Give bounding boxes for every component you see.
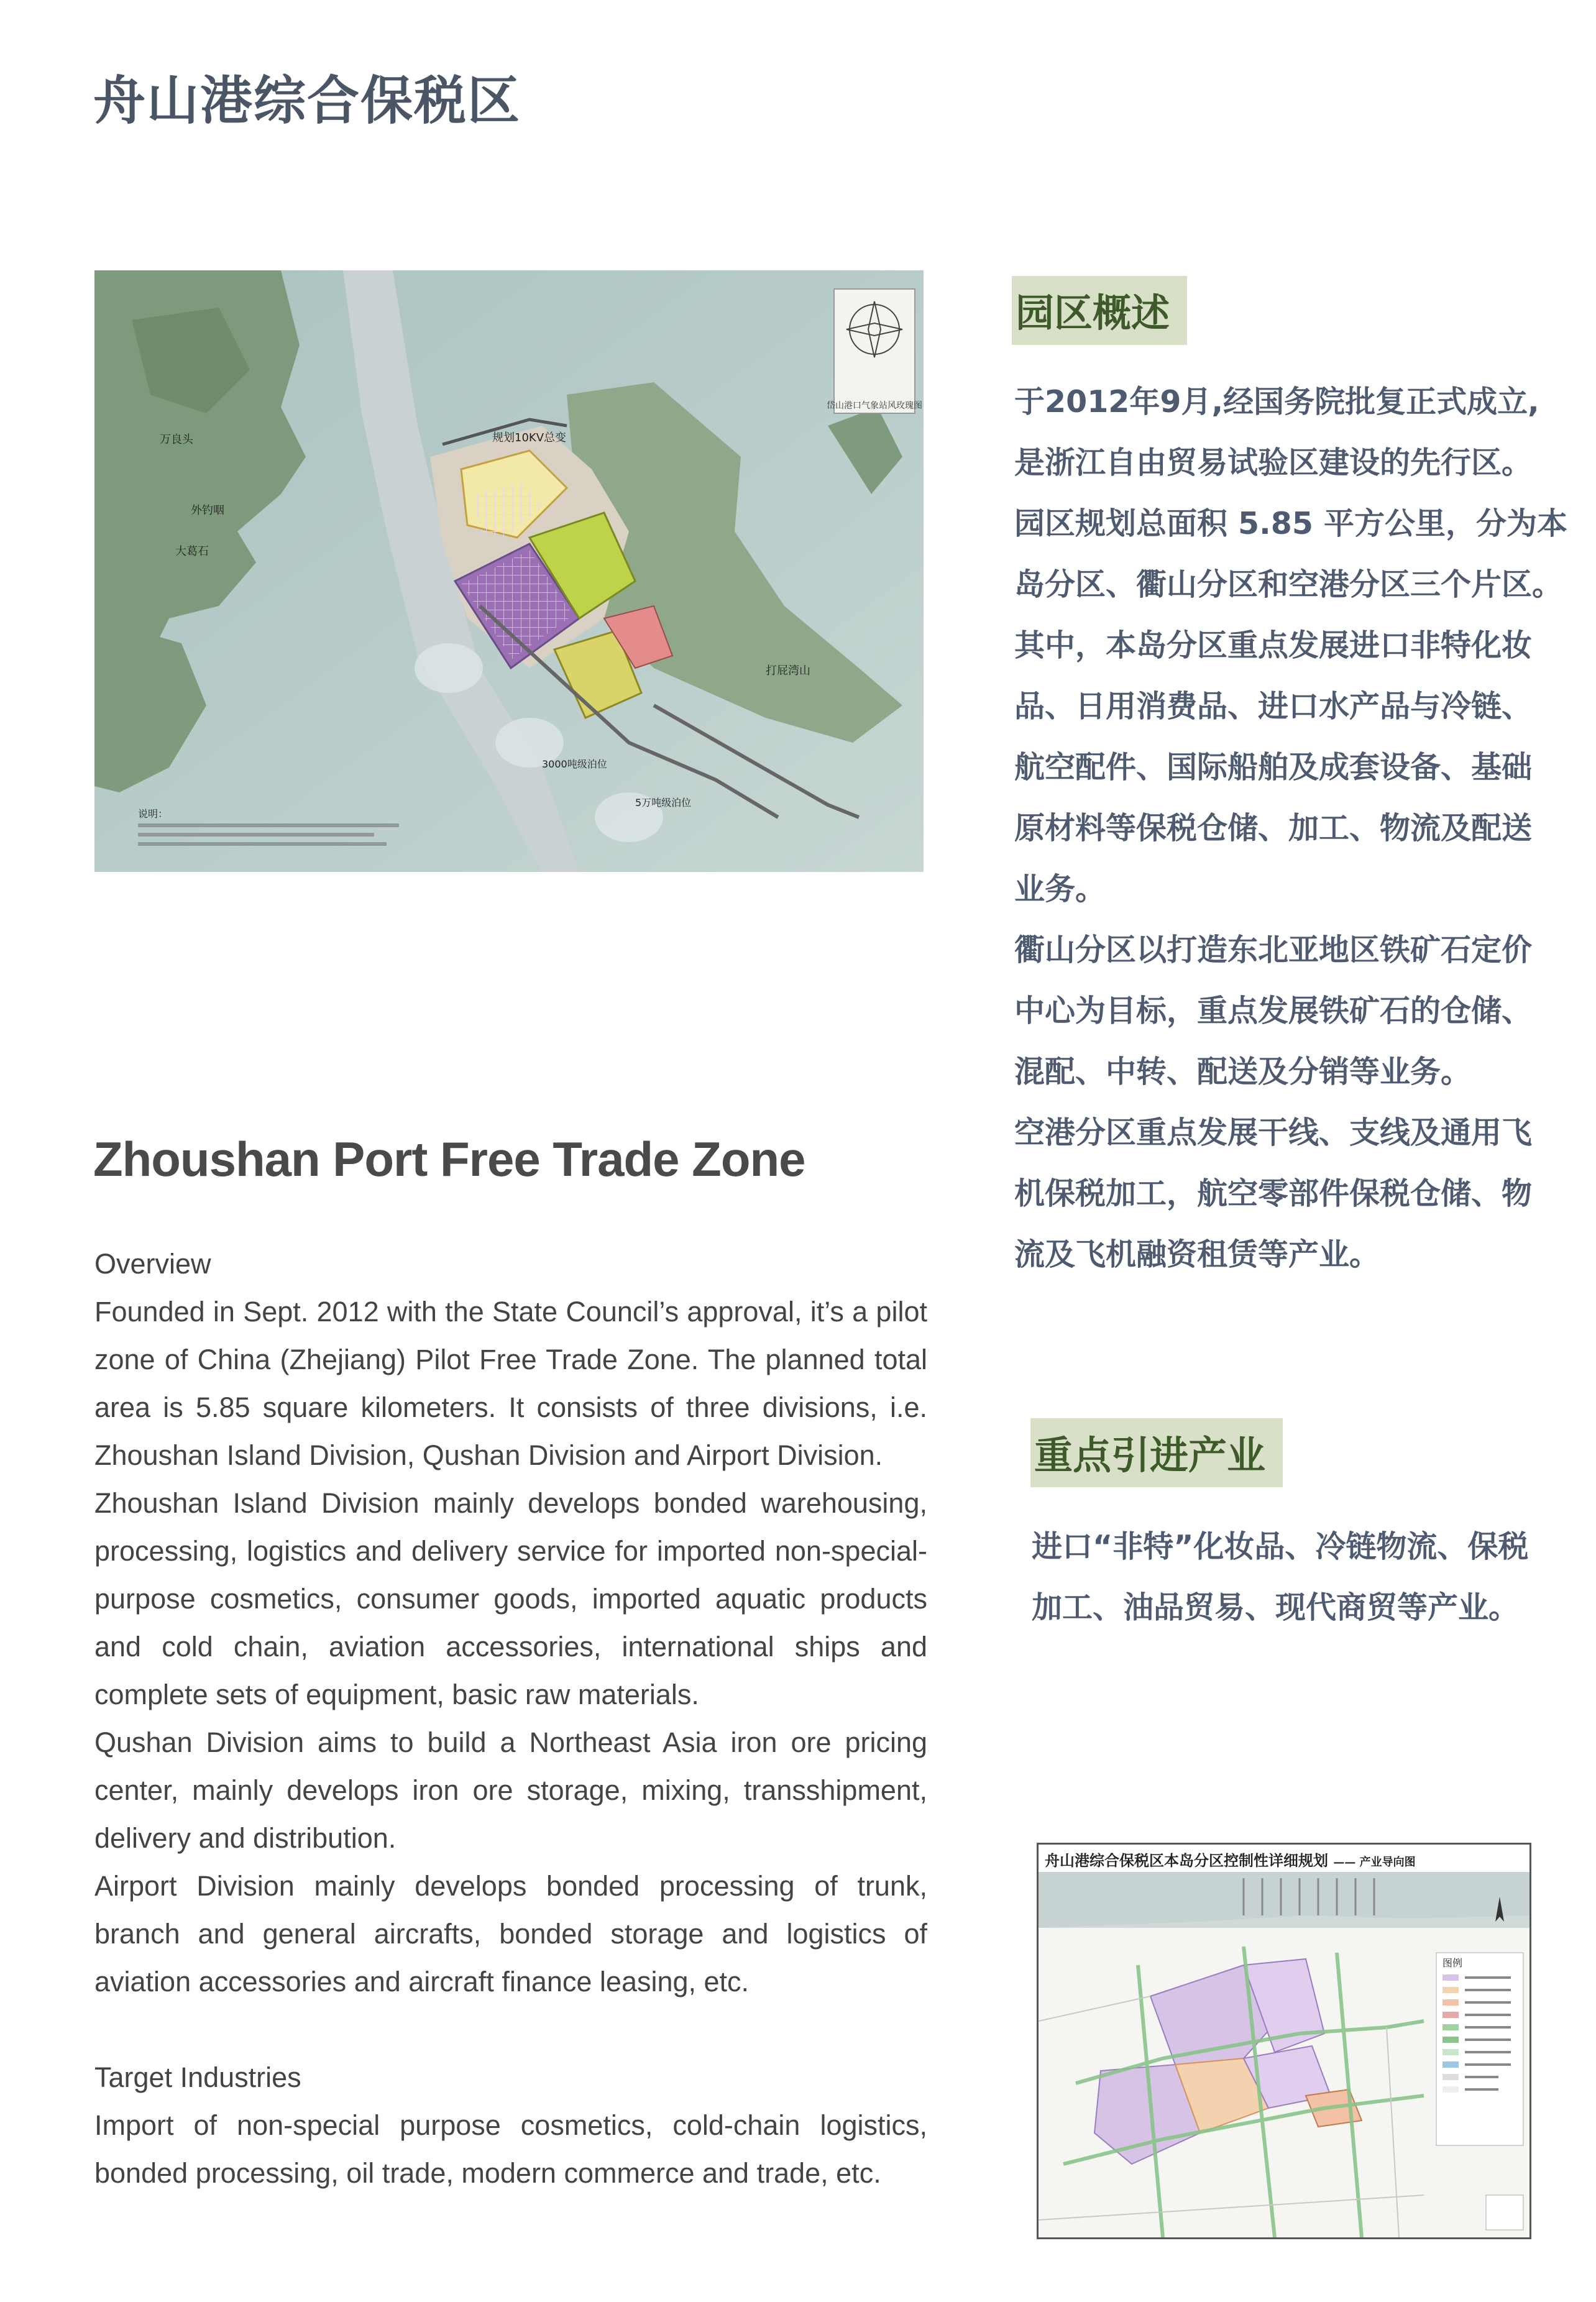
- legend-heading: 图例: [1442, 1957, 1463, 1969]
- cn-line: 航空配件、国际船舶及成套设备、基础: [1014, 750, 1533, 785]
- cn-line: 业务。: [1014, 871, 1106, 907]
- cn-line: 园区规划总面积 5.85 平方公里，分为本: [1014, 506, 1568, 541]
- cn-line: 其中，本岛分区重点发展进口非特化妆: [1014, 628, 1533, 663]
- map-label: 3000吨级泊位: [542, 758, 607, 770]
- plan-map-graphic: [1039, 1872, 1530, 2237]
- map-note: 说明：: [138, 808, 168, 820]
- cn-line: 衢山分区以打造东北亚地区铁矿石定价: [1014, 932, 1533, 968]
- cn-line: 岛分区、衢山分区和空港分区三个片区。: [1014, 567, 1563, 602]
- cn-line: 空港分区重点发展干线、支线及通用飞: [1014, 1115, 1533, 1150]
- cn-line: 流及飞机融资租赁等产业。: [1014, 1237, 1380, 1272]
- island-division-paragraph: Zhoushan Island Division mainly develops bonded warehousing, processing, logistics and delivery service for imported non-special-purpose cosmetics, consumer goods, imported aquatic products and cold chain, aviation accessories, international ships and complete sets of equipment, basic raw materials.: [94, 1487, 927, 1710]
- plan-title-main: 舟山港综合保税区本岛分区控制性详细规划: [1045, 1851, 1328, 1869]
- plan-title-sub: —— 产业导向图: [1333, 1856, 1416, 1869]
- map-label: 打屁湾山: [766, 664, 810, 677]
- target-body-cn: [1032, 1516, 1528, 1638]
- cn-line: 机保税加工，航空零部件保税仓储、物: [1014, 1176, 1533, 1211]
- english-body: [94, 1240, 927, 2197]
- site-plan-graphic: [94, 270, 924, 872]
- target-industries-paragraph: Import of non-special purpose cosmetics, cold-chain logistics, bonded processing, oil trade, modern commerce and trade, etc.: [94, 2109, 927, 2189]
- airport-division-paragraph: Airport Division mainly develops bonded processing of trunk, branch and general aircrafts, bonded storage and logistics of aviation accessories and aircraft finance leasing, etc.: [94, 1870, 927, 1997]
- map-label: 外钓咽: [191, 504, 224, 517]
- overview-heading: Overview: [94, 1248, 211, 1280]
- plan-map-title: [1045, 1848, 1416, 1870]
- overview-heading-cn: 园区概述: [1012, 276, 1187, 345]
- qushan-division-paragraph: Qushan Division aims to build a Northeast Asia iron ore pricing center, mainly develops iron ore storage, mixing, transshipment, delivery and distribution.: [94, 1726, 927, 1854]
- industry-plan-map: [1037, 1843, 1531, 2239]
- target-heading-cn: 重点引进产业: [1030, 1418, 1283, 1487]
- overview-paragraph: Founded in Sept. 2012 with the State Council’s approval, it’s a pilot zone of China (Zhejiang) Pilot Free Trade Zone. The planned total area is 5.85 square kilometers. It consists of three divisions, i.e. Zhoushan Island Division, Qushan Division and Airport Division.: [94, 1296, 927, 1471]
- target-industries-heading: Target Industries: [94, 2061, 301, 2093]
- cn-line: 于2012年9月,经国务院批复正式成立,: [1014, 384, 1539, 420]
- wind-rose-caption: 岱山港口气象站风玫瑰图: [827, 401, 922, 411]
- cn-line: 原材料等保税仓储、加工、物流及配送: [1014, 810, 1533, 846]
- page-title: 舟山港综合保税区: [93, 70, 521, 131]
- map-label: 万良头: [160, 433, 193, 446]
- cn-line: 进口“非特”化妆品、冷链物流、保税: [1032, 1529, 1529, 1564]
- cn-line: 加工、油品贸易、现代商贸等产业。: [1032, 1590, 1520, 1625]
- map-label: 规划10KV总变: [492, 431, 567, 444]
- site-plan-map: [94, 270, 924, 872]
- map-label: 大葛石: [175, 545, 209, 558]
- map-label: 5万吨级泊位: [635, 797, 692, 809]
- cn-line: 混配、中转、配送及分销等业务。: [1014, 1054, 1472, 1089]
- cn-line: 品、日用消费品、进口水产品与冷链、: [1014, 689, 1533, 724]
- english-title: Zhoushan Port Free Trade Zone: [93, 1132, 805, 1186]
- cn-line: 是浙江自由贸易试验区建设的先行区。: [1014, 445, 1533, 480]
- cn-line: 中心为目标，重点发展铁矿石的仓储、: [1014, 993, 1533, 1029]
- overview-body-cn: [1014, 372, 1567, 1285]
